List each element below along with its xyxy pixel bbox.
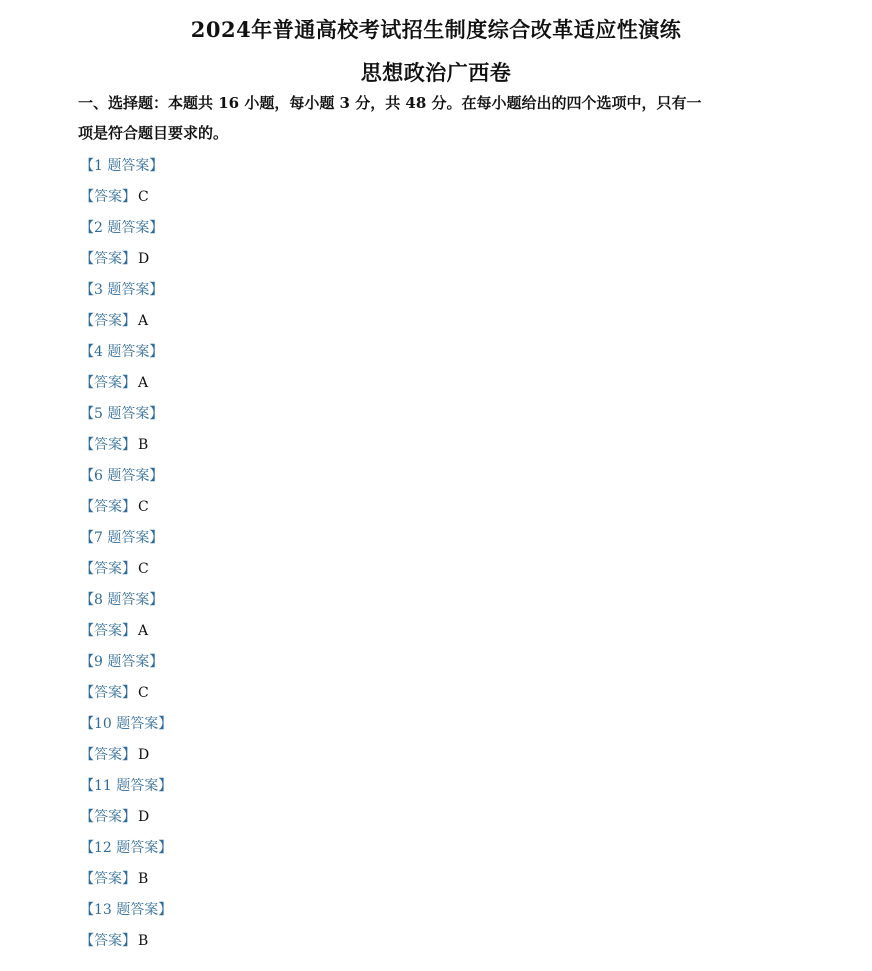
question-label-text: 【2 题答案】: [80, 220, 164, 236]
question-label: [80, 833, 480, 864]
answer-row: [80, 802, 480, 833]
question-label: [80, 523, 480, 554]
answer-row: [80, 678, 480, 709]
question-label: [80, 461, 480, 492]
question-label: [80, 895, 480, 926]
answer-prefix: 【答案】: [80, 375, 136, 391]
question-label-text: 【3 题答案】: [80, 282, 164, 298]
answer-row: [80, 554, 480, 585]
answer-prefix: 【答案】: [80, 809, 136, 825]
answer-prefix: 【答案】: [80, 623, 136, 639]
answer-prefix: 【答案】: [80, 871, 136, 887]
question-label: [80, 709, 480, 740]
question-label-text: 【6 题答案】: [80, 468, 164, 484]
document-title: 2024年普通高校考试招生制度综合改革适应性演练: [190, 17, 682, 42]
question-label-text: 【9 题答案】: [80, 654, 164, 670]
answer-prefix: 【答案】: [80, 251, 136, 267]
question-label: [80, 585, 480, 616]
question-label: [80, 337, 480, 368]
question-label-text: 【13 题答案】: [80, 902, 173, 918]
answer-prefix: 【答案】: [80, 313, 136, 329]
answer-row: [80, 430, 480, 461]
question-label-text: 【1 题答案】: [80, 158, 164, 174]
question-label-text: 【5 题答案】: [80, 406, 164, 422]
answer-value: B: [138, 871, 149, 887]
answer-value: B: [138, 437, 149, 453]
answer-value: C: [138, 189, 149, 205]
answer-prefix: 【答案】: [80, 747, 136, 763]
section-instruction: [78, 88, 798, 148]
question-label: [80, 399, 480, 430]
answer-row: [80, 306, 480, 337]
answer-row: [80, 864, 480, 895]
answer-value: C: [138, 561, 149, 577]
document-subtitle: 思想政治广西卷: [360, 60, 512, 85]
answer-prefix: 【答案】: [80, 561, 136, 577]
question-label-text: 【11 题答案】: [80, 778, 173, 794]
question-label: [80, 213, 480, 244]
question-label-text: 【12 题答案】: [80, 840, 173, 856]
answer-value: B: [138, 933, 149, 949]
question-label-text: 【7 题答案】: [80, 530, 164, 546]
question-label: [80, 771, 480, 802]
answer-prefix: 【答案】: [80, 189, 136, 205]
answer-row: [80, 182, 480, 213]
answer-prefix: 【答案】: [80, 499, 136, 515]
answer-prefix: 【答案】: [80, 933, 136, 949]
answer-value: C: [138, 685, 149, 701]
answer-value: A: [138, 623, 149, 639]
answer-row: [80, 492, 480, 523]
question-label-text: 【10 题答案】: [80, 716, 173, 732]
section-instruction-line-2: 项是符合题目要求的。: [78, 124, 229, 142]
section-instruction-line-1: 一、选择题：本题共 16 小题，每小题 3 分，共 48 分。在每小题给出的四个选项中，只有一: [78, 94, 702, 112]
answer-row: [80, 616, 480, 647]
question-label: [80, 151, 480, 182]
answer-row: [80, 926, 480, 957]
answer-value: D: [138, 251, 150, 267]
question-label: [80, 275, 480, 306]
answer-value: A: [138, 313, 149, 329]
answer-value: D: [138, 747, 150, 763]
answer-row: [80, 244, 480, 275]
answer-row: [80, 368, 480, 399]
answer-prefix: 【答案】: [80, 437, 136, 453]
answer-list: [80, 151, 480, 957]
answer-value: D: [138, 809, 150, 825]
answer-row: [80, 740, 480, 771]
answer-prefix: 【答案】: [80, 685, 136, 701]
answer-value: A: [138, 375, 149, 391]
answer-value: C: [138, 499, 149, 515]
question-label-text: 【8 题答案】: [80, 592, 164, 608]
question-label: [80, 647, 480, 678]
question-label-text: 【4 题答案】: [80, 344, 164, 360]
